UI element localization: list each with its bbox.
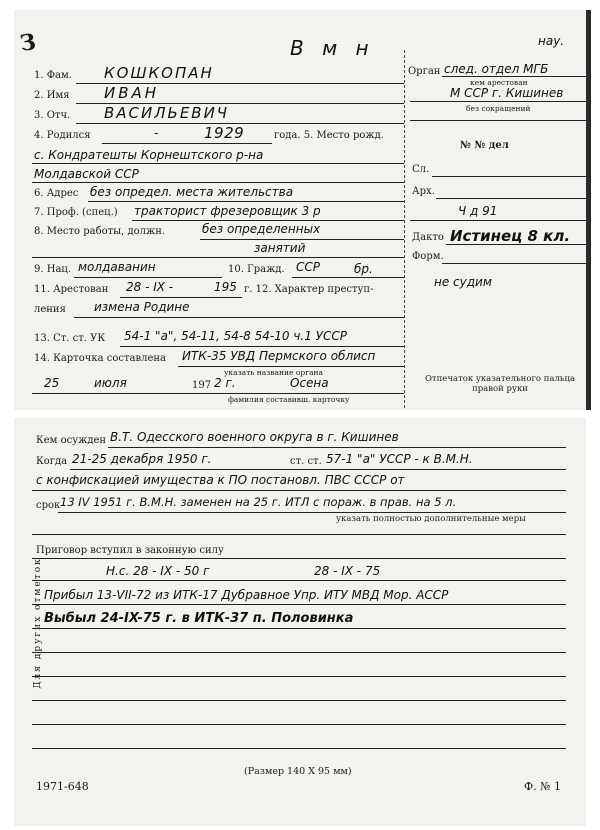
field-address-label: 6. Адрес <box>34 188 79 199</box>
field-name-value: ИВАН <box>104 84 160 102</box>
form-number: Ф. № 1 <box>524 780 562 793</box>
field-card-by-label: 14. Карточка составлена <box>34 353 166 364</box>
caption-organ: указать название органа <box>224 368 324 377</box>
field-surname-label: 1. Фам. <box>34 70 72 81</box>
arh-label: Арх. <box>412 186 435 197</box>
card-date-day: 25 <box>44 376 60 390</box>
articles-label: ст. ст. <box>290 456 322 467</box>
field-citizenship-extra: бр. <box>354 262 373 276</box>
field-workplace-value2: занятий <box>254 241 306 255</box>
term-value: 13 IV 1951 г. В.М.Н. заменен на 25 г. ИТЛ с пораж. в прав. на 5 л. <box>60 495 457 509</box>
field-patronymic-label: 3. Отч. <box>34 110 71 121</box>
convicted-by-label: Кем осужден <box>36 435 107 446</box>
not-judged-note: не судим <box>434 275 492 289</box>
field-nationality-value: молдаванин <box>78 260 156 274</box>
field-birthplace-line2: Молдавской ССР <box>34 167 139 181</box>
field-born-year: 1929 <box>204 124 245 142</box>
arrived-note: Прибыл 13-VII-72 из ИТК-17 Дубравное Упр. ИТУ МВД Мор. АССР <box>44 588 449 602</box>
field-arrested-label: 11. Арестован <box>34 284 109 295</box>
field-arrested-year: 195 <box>214 280 237 294</box>
arh-value: Ч д 91 <box>458 204 498 218</box>
field-arrested-suffix: г. 12. Характер преступ- <box>244 284 374 295</box>
fingerprint-caption: Отпечаток указательного пальца правой руки <box>424 374 576 394</box>
header-note: В м н <box>290 36 375 60</box>
caption-compiler: фамилия составивш. карточку <box>228 395 350 404</box>
departed-note: Выбыл 24-IX-75 г. в ИТК-37 п. Половинка <box>44 611 354 626</box>
when-value: 21-25 декабря 1950 г. <box>72 452 212 466</box>
sl-label: Сл. <box>412 164 430 175</box>
size-note: (Размер 140 Х 95 мм) <box>244 766 352 777</box>
card-date-month: июля <box>94 376 127 390</box>
field-crime-value: измена Родине <box>94 300 190 314</box>
organ-value: след. отдел МГБ <box>444 62 549 76</box>
verdict-effective-label: Приговор вступил в законную силу <box>36 545 224 556</box>
convicted-by-value: В.Т. Одесского военного округа в г. Кишинев <box>110 430 399 444</box>
confiscation-line: с конфискацией имущества к ПО постановл. ПВС СССР от <box>36 473 405 487</box>
field-born-dash: - <box>154 126 159 140</box>
term-label: срок <box>36 500 61 511</box>
organ-value2: М ССР г. Кишинев <box>450 86 564 100</box>
case-numbers-heading: № № дел <box>460 140 509 151</box>
field-articles-label: 13. Ст. ст. УК <box>34 333 106 344</box>
articles-value: 57-1 "а" УССР - к В.М.Н. <box>326 452 473 466</box>
field-nationality-label: 9. Нац. <box>34 264 72 275</box>
field-patronymic-value: ВАСИЛЬЕВИЧ <box>104 104 230 122</box>
card-compiler: Осена <box>290 376 329 390</box>
organ-caption2: без сокращений <box>466 104 531 113</box>
form-label: Форм. <box>412 251 444 262</box>
dakto-label: Дакто <box>412 232 444 243</box>
card-back <box>14 418 586 826</box>
corner-note: нау. <box>538 34 565 48</box>
field-address-value: без определ. места жительства <box>90 185 294 199</box>
field-born-label: 4. Родился <box>34 130 91 141</box>
card-front <box>14 10 591 410</box>
term-end: 28 - IX - 75 <box>314 564 381 578</box>
term-caption: указать полностью дополнительные меры <box>336 514 526 524</box>
when-label: Когда <box>36 456 68 467</box>
field-birthplace-line1: с. Кондратешты Корнештского р-на <box>34 148 264 162</box>
card-date-year: 2 г. <box>214 376 236 390</box>
organ-label: Орган <box>408 66 441 77</box>
column-divider <box>404 50 405 408</box>
field-card-by-value: ИТК-35 УВД Пермского облисп <box>182 349 376 363</box>
field-workplace-value: без определенных <box>202 222 321 236</box>
field-crime-label: ления <box>34 304 66 315</box>
field-articles-value: 54-1 "а", 54-11, 54-8 54-10 ч.1 УССР <box>124 329 347 343</box>
field-profession-value: тракторист фрезеровщик 3 р <box>134 204 321 218</box>
field-workplace-label: 8. Место работы, должн. <box>34 226 166 237</box>
field-surname-value: КОШКОПАН <box>104 64 214 82</box>
dakto-value: Истинец 8 кл. <box>450 227 571 245</box>
field-profession-label: 7. Проф. (спец.) <box>34 207 118 218</box>
card-date-year-prefix: 197 <box>192 380 212 391</box>
field-citizenship-value: ССР <box>296 260 320 274</box>
field-citizenship-label: 10. Гражд. <box>228 264 285 275</box>
field-arrested-date: 28 - IX - <box>126 280 174 294</box>
form-code: 1971-648 <box>36 780 89 793</box>
term-start: Н.с. 28 - IX - 50 г <box>106 564 210 578</box>
organ-caption: кем арестован <box>470 78 528 87</box>
side-label: Для других отметок <box>33 557 43 689</box>
corner-stamp: З <box>18 29 38 57</box>
field-born-suffix: года. 5. Место рожд. <box>274 130 384 141</box>
field-name-label: 2. Имя <box>34 90 70 101</box>
